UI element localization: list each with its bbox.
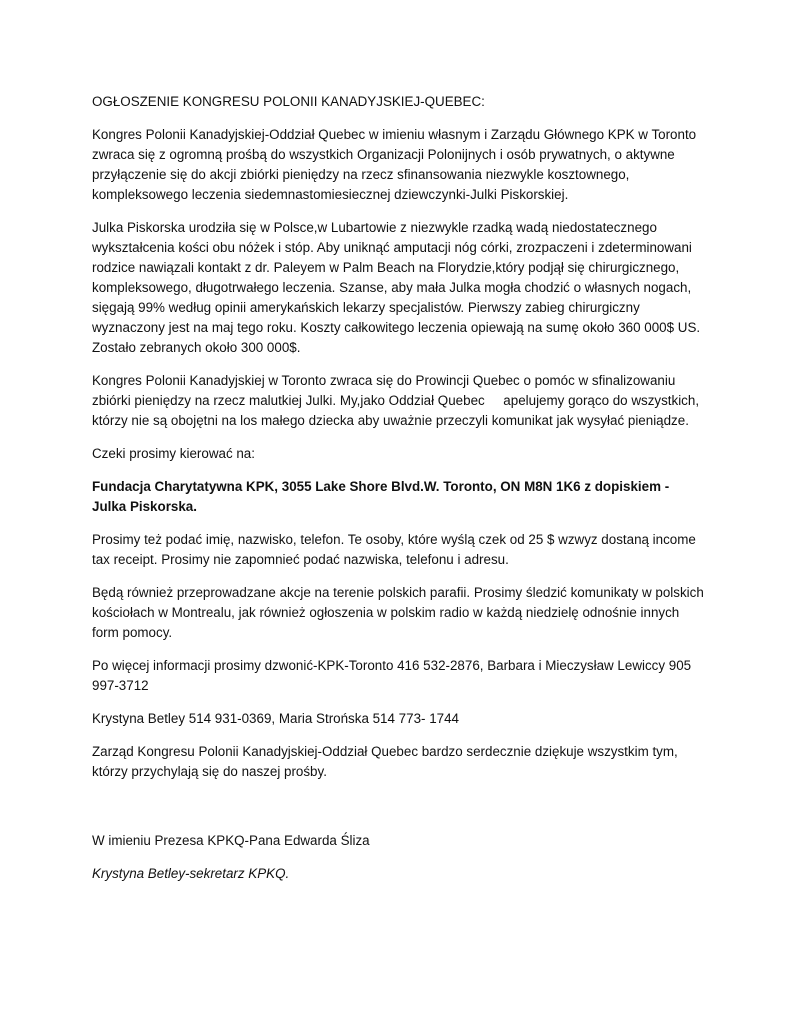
donor-info-paragraph: Prosimy też podać imię, nazwisko, telefon. Te osoby, które wyślą czek od 25 $ wzwyz dostaną income tax receipt. Prosimy nie zapomnieć podać nazwiska, telefonu i adresu. [92,532,696,567]
parish-actions-paragraph: Będą również przeprowadzane akcje na terenie polskich parafii. Prosimy śledzić komunikaty w polskich kościołach w Montrealu, jak również ogłoszenia w polskim radio w każdą niedzielę odnośnie innych form pomocy. [92,585,704,640]
contact-info-paragraph: Po więcej informacji prosimy dzwonić-KPK-Toronto 416 532-2876, Barbara i Mieczysław Lewiccy 905 997-3712 [92,658,692,693]
document-title: OGŁOSZENIE KONGRESU POLONII KANADYJSKIEJ-QUEBEC: [92,94,485,109]
document-page [92,92,704,897]
spacer [92,795,704,831]
intro-paragraph: Kongres Polonii Kanadyjskiej-Oddział Quebec w imieniu własnym i Zarządu Głównego KPK w Toronto zwraca się z ogromną prośbą do wszystkich Organizacji Polonijnych i osób prywatnych, o aktywne przyłączenie się do akcji zbiórki pieniędzy na rzecz sfinansowania niezwykle kosztownego, kompleksowego leczenia siedemnastomiesiecznej dziewczynki-Julki Piskorskiej. [92,127,697,202]
contact-names-line: Krystyna Betley 514 931-0369, Maria Strońska 514 773- 1744 [92,711,459,726]
checks-instruction: Czeki prosimy kierować na: [92,446,255,461]
thanks-paragraph: Zarząd Kongresu Polonii Kanadyjskiej-Oddział Quebec bardzo serdecznie dziękuje wszystkim tym, którzy przychylają się do naszej prośby. [92,744,678,779]
signature-line: W imieniu Prezesa KPKQ-Pana Edwarda Śliza [92,833,370,848]
foundation-address: Fundacja Charytatywna KPK, 3055 Lake Shore Blvd.W. Toronto, ON M8N 1K6 z dopiskiem - Julka Piskorska. [92,479,670,514]
secretary-signature: Krystyna Betley-sekretarz KPKQ. [92,866,290,881]
story-paragraph: Julka Piskorska urodziła się w Polsce,w Lubartowie z niezwykle rzadką wadą niedostatecznego wykształcenia kości obu nóżek i stóp. Aby uniknąć amputacji nóg córki, zrozpaczeni i zdeterminowani rodzice nawiązali kontakt z dr. Paleyem w Palm Beach na Florydzie,który podjął się chirurgicznego, kompleksowego, długotrwałego leczenia. Szanse, aby mała Julka mogła chodzić o własnych nogach, sięgają 99% według opinii amerykańskich lekarzy specjalistów. Pierwszy zabieg chirurgiczny wyznaczony jest na maj tego roku. Koszty całkowitego leczenia opiewają na sumę około 360 000$ US. Zostało zebranych około 300 000$. [92,220,701,355]
appeal-paragraph: Kongres Polonii Kanadyjskiej w Toronto zwraca się do Prowincji Quebec o pomóc w sfinalizowaniu zbiórki pieniędzy na rzecz malutkiej Julki. My,jako Oddział Quebec apelujemy gorąco do wszystkich, którzy nie są obojętni na los małego dziecka aby uważnie przeczyli komunikat jak wysyłać pieniądze. [92,373,703,428]
